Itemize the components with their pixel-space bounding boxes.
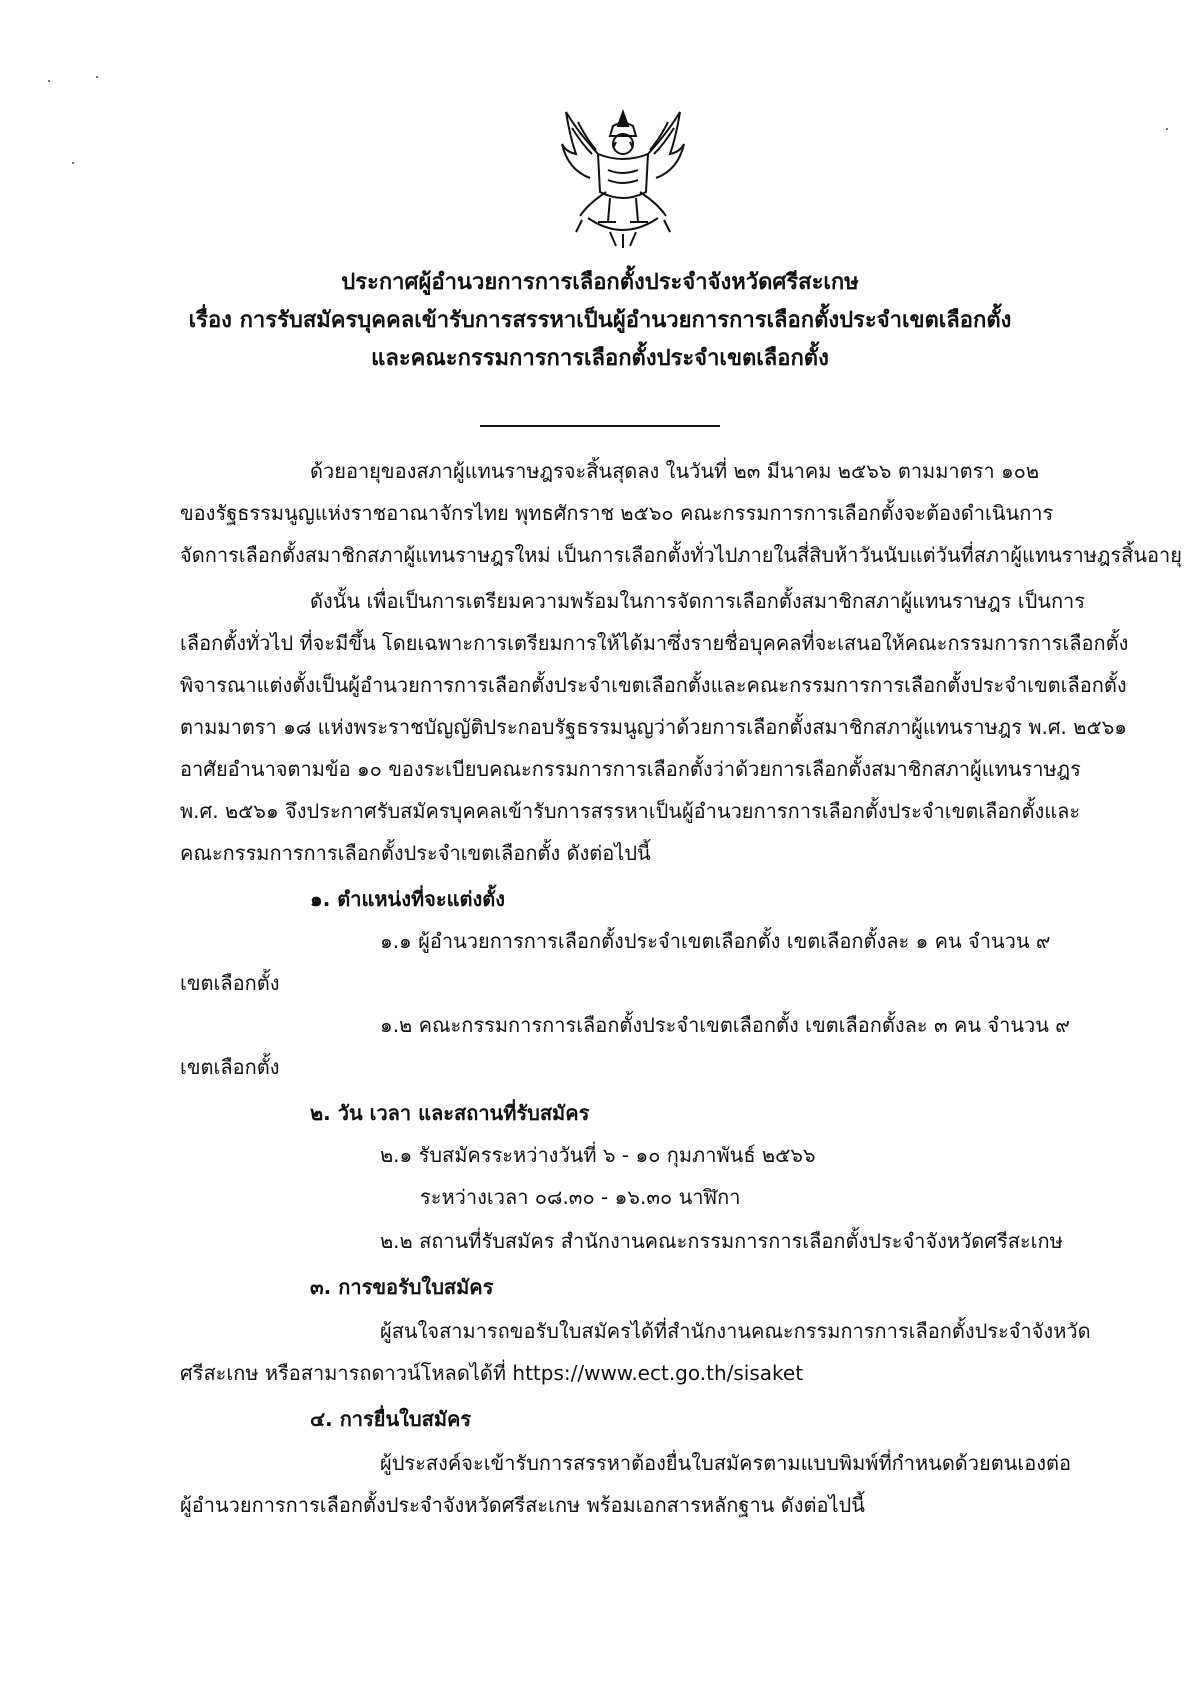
scan-speck	[1166, 128, 1168, 130]
paragraph-line: ผู้ประสงค์จะเข้ารับการสรรหาต้องยื่นใบสมัครตามแบบพิมพ์ที่กำหนดด้วยตนเองต่อ	[380, 1451, 1072, 1475]
section-heading: ๓. การขอรับใบสมัคร	[310, 1275, 494, 1299]
paragraph-line: ตามมาตรา ๑๘ แห่งพระราชบัญญัติประกอบรัฐธรรมนูญว่าด้วยการเลือกตั้งสมาชิกสภาผู้แทนราษฎร พ.ศ. ๒๕๖๑	[180, 715, 1127, 739]
scan-speck	[72, 162, 74, 164]
scan-speck	[96, 76, 98, 78]
paragraph-line: ศรีสะเกษ หรือสามารถดาวน์โหลดได้ที่ https://www.ect.go.th/sisaket	[180, 1361, 804, 1385]
paragraph-line: ด้วยอายุของสภาผู้แทนราษฎรจะสิ้นสุดลง ในวันที่ ๒๓ มีนาคม ๒๕๖๖ ตามมาตรา ๑๐๒	[310, 459, 1040, 483]
announcement-subject-cont: และคณะกรรมการการเลือกตั้งประจำเขตเลือกตั้ง	[371, 346, 829, 371]
paragraph-line: ของรัฐธรรมนูญแห่งราชอาณาจักรไทย พุทธศักราช ๒๕๖๐ คณะกรรมการการเลือกตั้งจะต้องดำเนินการ	[180, 501, 1054, 525]
garuda-emblem-icon	[558, 92, 688, 252]
list-item-cont: เขตเลือกตั้ง	[180, 971, 280, 995]
paragraph-line: ผู้สนใจสามารถขอรับใบสมัครได้ที่สำนักงานคณะกรรมการการเลือกตั้งประจำจังหวัด	[380, 1319, 1091, 1343]
section-heading: ๔. การยื่นใบสมัคร	[310, 1407, 472, 1431]
paragraph-line: คณะกรรมการการเลือกตั้งประจำเขตเลือกตั้ง ดังต่อไปนี้	[180, 841, 651, 865]
paragraph-line: ดังนั้น เพื่อเป็นการเตรียมความพร้อมในการจัดการเลือกตั้งสมาชิกสภาผู้แทนราษฎร เป็นการ	[310, 589, 1086, 613]
list-item: ๒.๒ สถานที่รับสมัคร สำนักงานคณะกรรมการการเลือกตั้งประจำจังหวัดศรีสะเกษ	[380, 1229, 1063, 1253]
list-item: ๑.๒ คณะกรรมการการเลือกตั้งประจำเขตเลือกตั้ง เขตเลือกตั้งละ ๓ คน จำนวน ๙	[380, 1013, 1070, 1037]
paragraph-line: จัดการเลือกตั้งสมาชิกสภาผู้แทนราษฎรใหม่ เป็นการเลือกตั้งทั่วไปภายในสี่สิบห้าวันนับแต่วันที่สภาผู้แทนราษฎรสิ้นอายุ	[180, 543, 1182, 567]
announcement-title: ประกาศผู้อำนวยการการเลือกตั้งประจำจังหวัดศรีสะเกษ	[341, 270, 859, 295]
paragraph-line: ผู้อำนวยการการเลือกตั้งประจำจังหวัดศรีสะเกษ พร้อมเอกสารหลักฐาน ดังต่อไปนี้	[180, 1493, 865, 1517]
paragraph-line: อาศัยอำนาจตามข้อ ๑๐ ของระเบียบคณะกรรมการการเลือกตั้งว่าด้วยการเลือกตั้งสมาชิกสภาผู้แทนราษฎร	[180, 757, 1081, 781]
title-divider	[480, 425, 720, 427]
list-item: ๒.๑ รับสมัครระหว่างวันที่ ๖ - ๑๐ กุมภาพันธ์ ๒๕๖๖	[380, 1143, 816, 1167]
list-item-time: ระหว่างเวลา ๐๘.๓๐ - ๑๖.๓๐ นาฬิกา	[420, 1185, 741, 1209]
list-item-cont: เขตเลือกตั้ง	[180, 1055, 280, 1079]
scan-speck	[48, 80, 50, 82]
paragraph-line: พิจารณาแต่งตั้งเป็นผู้อำนวยการการเลือกตั้งประจำเขตเลือกตั้งและคณะกรรมการการเลือกตั้งประจำเขตเลือกตั้ง	[180, 673, 1127, 697]
announcement-subject: เรื่อง การรับสมัครบุคคลเข้ารับการสรรหาเป็นผู้อำนวยการการเลือกตั้งประจำเขตเลือกตั้ง	[188, 308, 1012, 333]
paragraph-line: พ.ศ. ๒๕๖๑ จึงประกาศรับสมัครบุคคลเข้ารับการสรรหาเป็นผู้อำนวยการการเลือกตั้งประจำเขตเลือกตั้งและ	[180, 799, 1081, 823]
paragraph-line: เลือกตั้งทั่วไป ที่จะมีขึ้น โดยเฉพาะการเตรียมการให้ได้มาซึ่งรายชื่อบุคคลที่จะเสนอให้คณะกรรมการการเลือกตั้ง	[180, 631, 1129, 655]
list-item: ๑.๑ ผู้อำนวยการการเลือกตั้งประจำเขตเลือกตั้ง เขตเลือกตั้งละ ๑ คน จำนวน ๙	[380, 929, 1051, 953]
section-heading: ๑. ตำแหน่งที่จะแต่งตั้ง	[310, 887, 506, 911]
section-heading: ๒. วัน เวลา และสถานที่รับสมัคร	[310, 1101, 590, 1125]
